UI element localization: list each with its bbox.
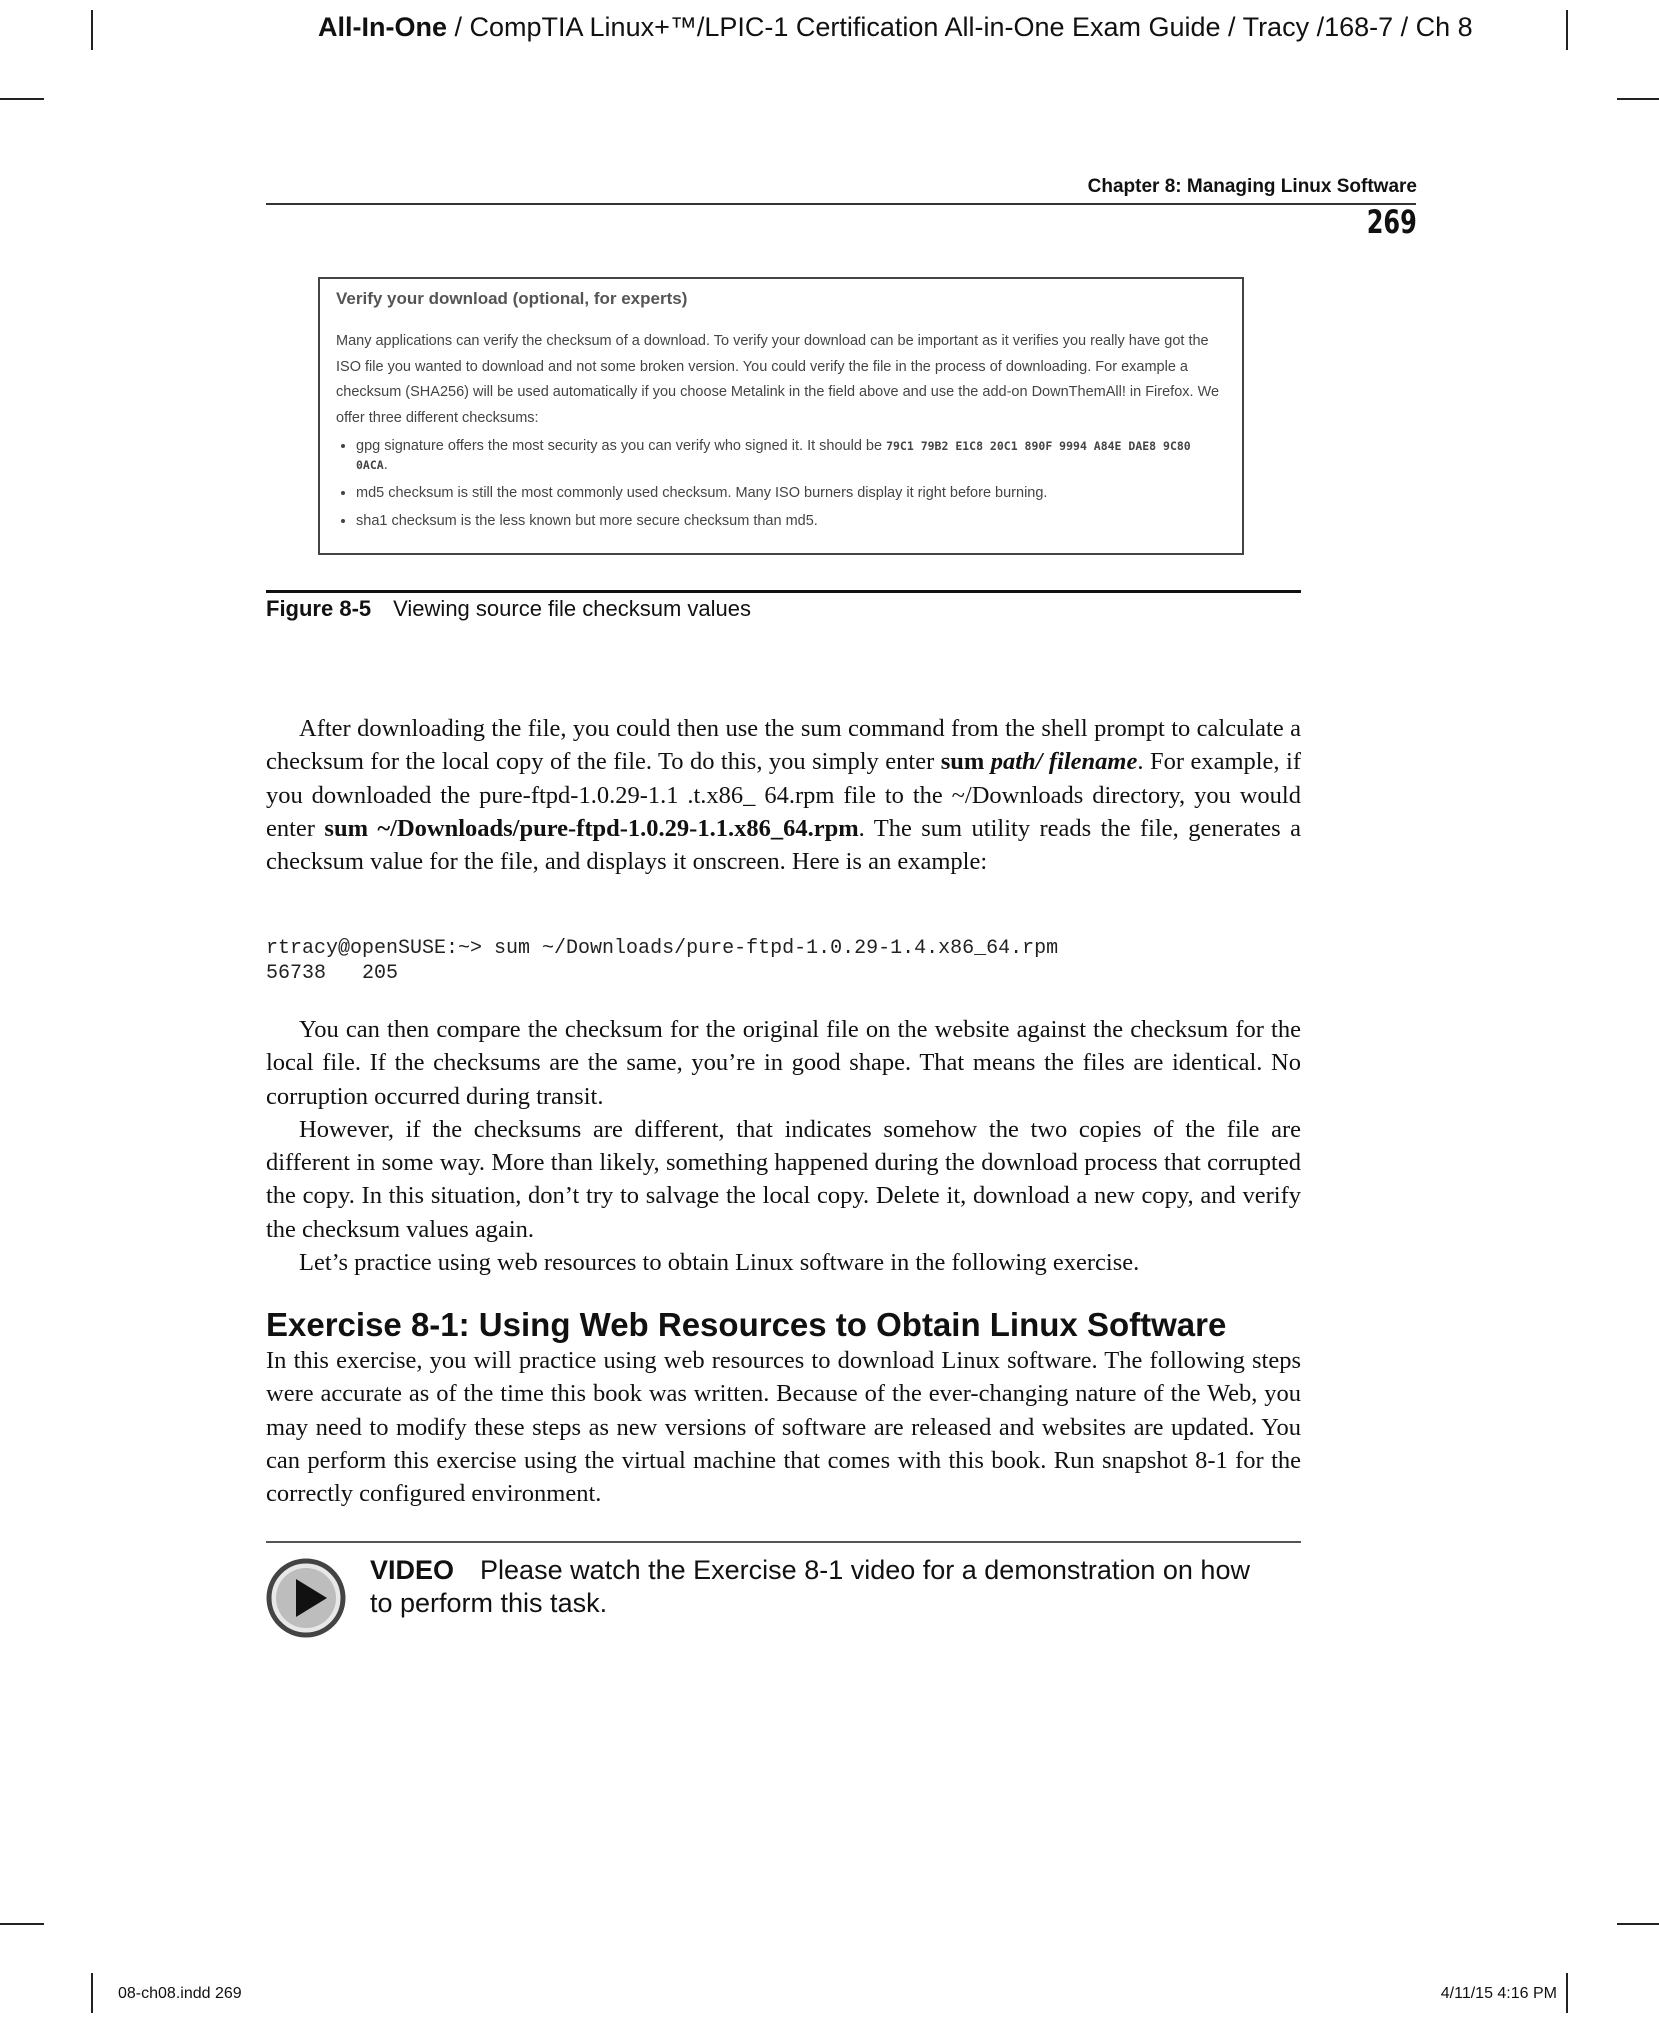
figure-screenshot (318, 277, 1244, 555)
series-name: All-In-One (318, 12, 447, 42)
crop-mark (1566, 10, 1568, 50)
list-item: • sha1 checksum is the less known but more secure checksum than md5. (356, 512, 1226, 531)
footer-file: 08-ch08.indd 269 (118, 1985, 242, 2002)
paragraph: You can then compare the checksum for the original file on the website against the checksum for the local file. If the checksums are the same, you’re in good shape. That means the files are identical. No corruption occurred during transit. (266, 1016, 1301, 1110)
body-text-3 (266, 1344, 1301, 1510)
gpg-fingerprint: 79C1 79B2 E1C8 20C1 890F 9994 A84E DAE8 9C80 0ACA (356, 439, 1191, 472)
list-item: • md5 checksum is still the most commonly used checksum. Many ISO burners display it right before burning. (356, 484, 1226, 503)
footer-datetime: 4/11/15 4:16 PM (1440, 1985, 1557, 2002)
paragraph: After downloading the file, you could then use the sum command from the shell prompt to calculate a checksum for the local copy of the file. To do this, you simply enter sum path/ filename. For example, if you downloaded the pure-ftpd-1.0.29-1.1 .t.x86_ 64.rpm file to the ~/Downloads directory, you would enter sum ~/Downloads/pure-ftpd-1.0.29-1.1.x86_64.rpm. The sum utility reads the file, generates a checksum value for the file, and displays it onscreen. Here is an example: (266, 715, 1302, 876)
body-text-1 (266, 712, 1301, 878)
screenshot-paragraph: Many applications can verify the checksum of a download. To verify your download can be important as it verifies you really have got the ISO file you wanted to download and not some broken version. You could verify the file in the process of downloading. For example a checksum (SHA256) will be used automatically if you choose Metalink in the field above and use the add-on DownThemAll! in Firefox. We offer three different checksums: (336, 333, 1220, 426)
paragraph: In this exercise, you will practice using web resources to download Linux software. The following steps were accurate as of the time this book was written. Because of the ever-changing nature of the Web, you may need to modify these steps as new versions of software are released and websites are updated. You can perform this exercise using the virtual machine that comes with this book. Run snapshot 8-1 for the correctly configured environment. (266, 1347, 1301, 1508)
list-item: • gpg signature offers the most security as you can verify who signed it. It should be 79C1 79B2 E1C8 20C1 890F 9994 A84E DAE8 9C80 0ACA. (356, 437, 1226, 475)
figure-rule (266, 590, 1301, 593)
screenshot-bullet-list (336, 437, 1226, 531)
figure-caption-text: Viewing source file checksum values (393, 596, 752, 621)
exercise-heading: Exercise 8-1: Using Web Resources to Obtain Linux Software (266, 1306, 1227, 1343)
crop-mark (1617, 1923, 1659, 1925)
book-slug (318, 12, 1473, 43)
video-rule (266, 1541, 1301, 1543)
page-number: 269 (1366, 203, 1417, 241)
crop-mark (0, 1923, 44, 1925)
figure-caption (266, 596, 751, 622)
slug-details: / CompTIA Linux+™/LPIC-1 Certification All-in-One Exam Guide / Tracy /168-7 / Ch 8 (447, 12, 1473, 42)
screenshot-title: Verify your download (optional, for experts) (336, 289, 688, 308)
video-text: Please watch the Exercise 8-1 video for a demonstration on how to perform this task. (370, 1555, 1250, 1618)
paragraph: Let’s practice using web resources to obtain Linux software in the following exercise. (299, 1249, 1140, 1277)
crop-mark (91, 1973, 93, 2013)
crop-mark (0, 98, 44, 100)
crop-mark (91, 10, 93, 50)
video-label: VIDEO (370, 1555, 455, 1585)
crop-mark (1566, 1973, 1568, 2013)
running-head: Chapter 8: Managing Linux Software (1087, 176, 1417, 197)
video-note (370, 1554, 1270, 1620)
crop-mark (1617, 98, 1659, 100)
play-icon (266, 1558, 346, 1638)
body-text-2 (266, 1013, 1301, 1279)
figure-label: Figure 8-5 (266, 596, 372, 621)
code-block: rtracy@openSUSE:~> sum ~/Downloads/pure-ftpd-1.0.29-1.4.x86_64.rpm 56738 205 (266, 937, 1059, 985)
header-rule (266, 203, 1416, 205)
command-text: sum ~/Downloads/pure-ftpd-1.0.29-1.1.x86_64.rpm (324, 814, 859, 842)
paragraph: However, if the checksums are different, that indicates somehow the two copies of the file are different in some way. More than likely, something happened during the download process that corrupted the copy. In this situation, don’t try to salvage the local copy. Delete it, download a new copy, and verify the checksum values again. (266, 1115, 1301, 1243)
